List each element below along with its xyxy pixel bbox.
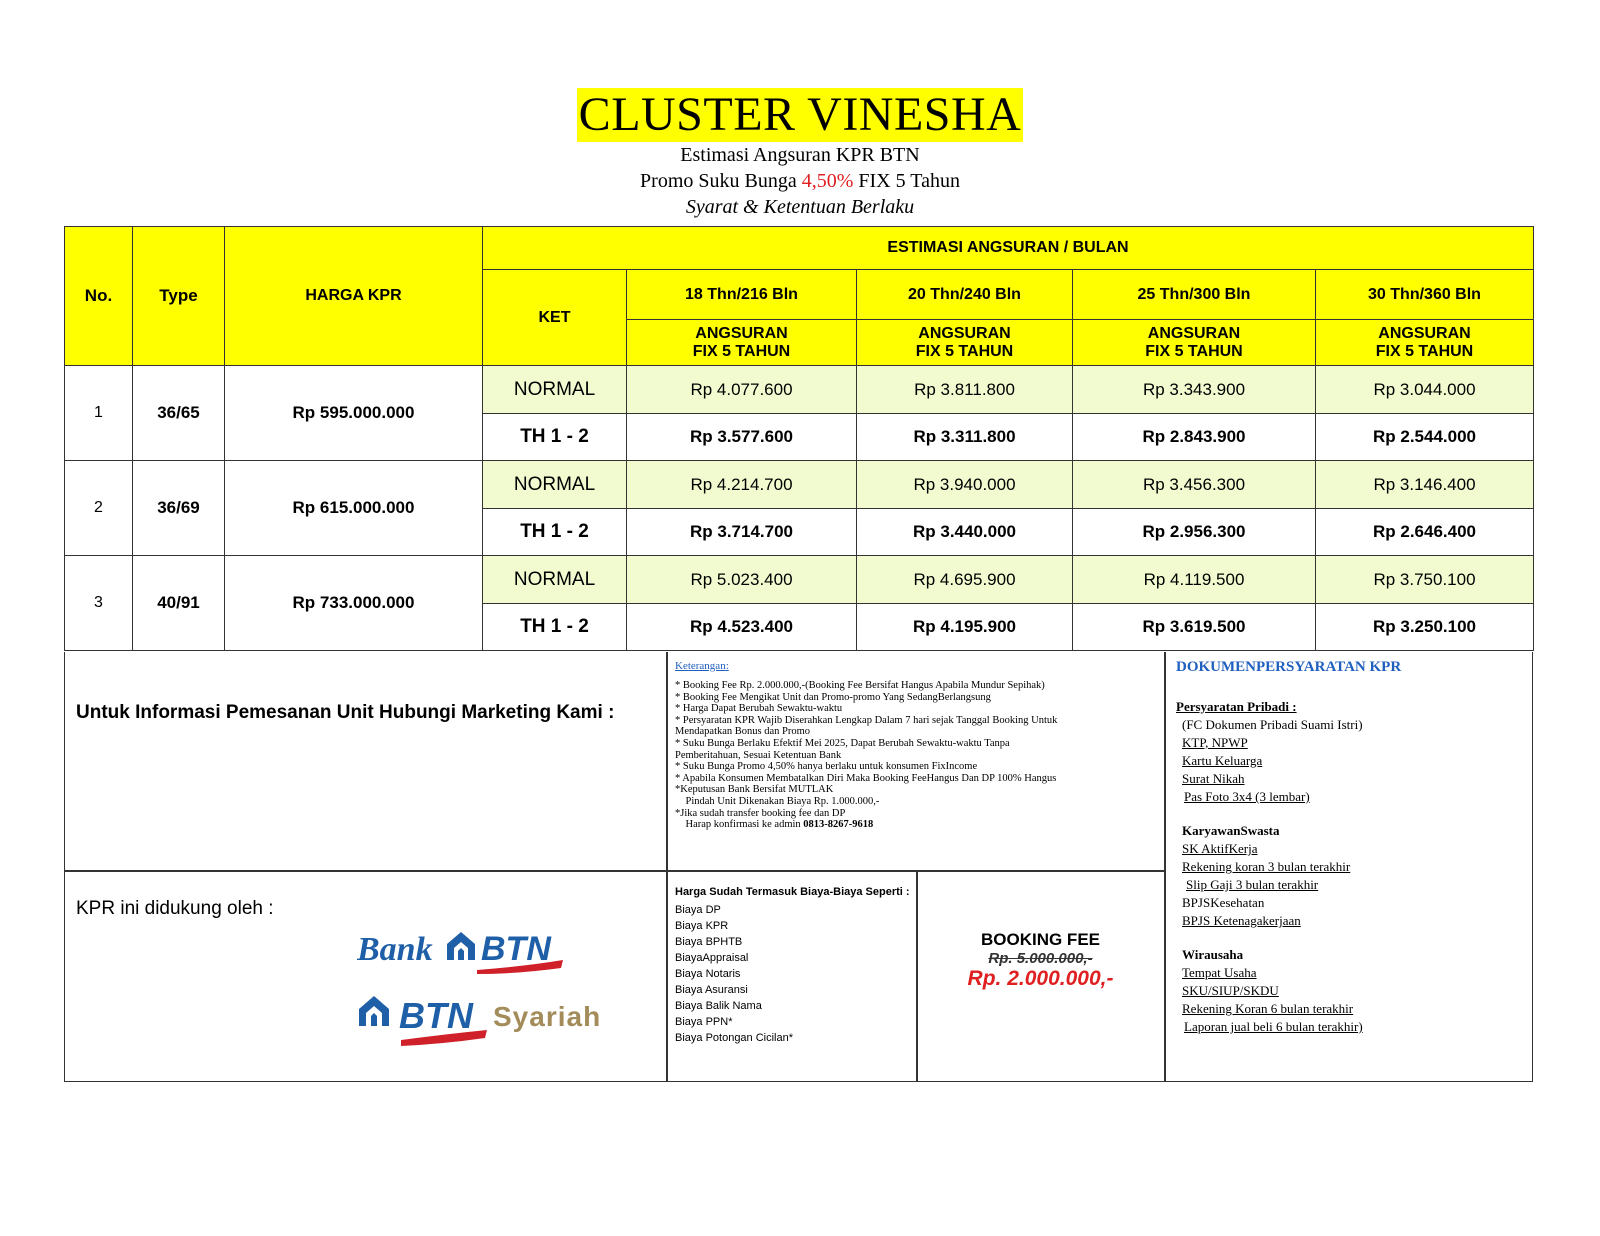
pribadi-item: KTP, NPWP — [1182, 735, 1248, 750]
cell-harga: Rp 595.000.000 — [225, 366, 483, 461]
cell-ket-th: TH 1 - 2 — [483, 509, 627, 556]
swasta-item: Rekening koran 3 bulan terakhir — [1182, 859, 1351, 874]
subtitle-promo — [0, 168, 1600, 194]
wira-item: Laporan jual beli 6 bulan terakhir) — [1184, 1019, 1363, 1034]
cell-normal: Rp 3.044.000 — [1316, 366, 1534, 414]
cell-no: 2 — [65, 461, 133, 556]
contact-text: Untuk Informasi Pemesanan Unit Hubungi Marketing Kami : — [76, 702, 615, 723]
biaya-item: Biaya Asuransi — [675, 984, 748, 996]
keterangan-line: * Suku Bunga Berlaku Efektif Mei 2025, Dapat Berubah Sewaktu-waktu Tanpa — [675, 737, 1010, 749]
angsuran-table — [64, 226, 1534, 651]
cell-ket-normal: NORMAL — [483, 366, 627, 414]
header-angsuran — [627, 320, 857, 366]
admin-phone: 0813-8267-9618 — [803, 819, 874, 831]
swasta-item: BPJSKesehatan — [1182, 895, 1265, 910]
cell-no: 1 — [65, 366, 133, 461]
biaya-item: Biaya KPR — [675, 920, 729, 932]
divider — [65, 870, 1164, 872]
wira-item: Rekening Koran 6 bulan terakhir — [1182, 1001, 1354, 1016]
btn-house-icon — [359, 996, 389, 1026]
btn-house-icon — [447, 932, 475, 960]
supported-text: KPR ini didukung oleh : — [76, 898, 274, 919]
cell-normal: Rp 3.940.000 — [857, 461, 1073, 509]
subtitle-syarat: Syarat & Ketentuan Berlaku — [685, 196, 915, 218]
header-angsuran — [1316, 320, 1534, 366]
cell-th: Rp 3.714.700 — [627, 509, 857, 556]
cell-harga: Rp 615.000.000 — [225, 461, 483, 556]
cell-th: Rp 4.195.900 — [857, 604, 1073, 651]
biaya-item: Biaya BPHTB — [675, 936, 743, 948]
cell-harga: Rp 733.000.000 — [225, 556, 483, 651]
pribadi-title: Persyaratan Pribadi : — [1176, 699, 1297, 714]
cell-th: Rp 4.523.400 — [627, 604, 857, 651]
swasta-item — [1176, 876, 1526, 894]
divider — [666, 652, 668, 1082]
page-header — [0, 88, 1600, 220]
keterangan-title-text: Keterangan — [675, 660, 726, 672]
header-tenor-25: 25 Thn/300 Bln — [1073, 270, 1316, 320]
booking-fee-old-price: Rp. 5.000.000,- — [988, 950, 1093, 967]
syariah-word: Syariah — [493, 1001, 602, 1032]
promo-rate: 4,50% — [801, 170, 854, 192]
promo-post: FIX 5 Tahun — [853, 170, 960, 192]
keterangan-line: *Jika sudah transfer booking fee dan DP — [675, 807, 846, 819]
keterangan-line: * Persyaratan KPR Wajib Diserahkan Lengkap Dalam 7 hari sejak Tanggal Booking Untuk — [675, 714, 1058, 726]
btn-word: BTN — [481, 930, 551, 968]
keterangan-line: * Booking Fee Mengikat Unit dan Promo-promo Yang SedangBerlangsung — [675, 691, 991, 703]
subtitle-kpr: Estimasi Angsuran KPR BTN — [680, 144, 920, 166]
keterangan-line: Pindah Unit Dikenakan Biaya Rp. 1.000.000,- — [675, 795, 880, 807]
biaya-item: Biaya Potongan Cicilan* — [675, 1032, 794, 1044]
divider — [1164, 652, 1166, 1082]
cell-th: Rp 3.311.800 — [857, 414, 1073, 461]
keterangan-line: * Booking Fee Rp. 2.000.000,-(Booking Fee Bersifat Hangus Apabila Mundur Sepihak) — [675, 680, 1045, 691]
page-title: CLUSTER VINESHA — [578, 88, 1022, 141]
wira-item: SKU/SIUP/SKDU — [1182, 983, 1279, 998]
cell-normal: Rp 4.695.900 — [857, 556, 1073, 604]
angsuran-label: ANGSURAN — [918, 324, 1011, 342]
header-tenor-30: 30 Thn/360 Bln — [1316, 270, 1534, 320]
pribadi-item: Kartu Keluarga — [1182, 753, 1263, 768]
cell-normal: Rp 3.750.100 — [1316, 556, 1534, 604]
cell-no: 3 — [65, 556, 133, 651]
keterangan-block — [675, 660, 1155, 831]
header-type: Type — [133, 227, 225, 366]
header-angsuran — [1073, 320, 1316, 366]
swasta-item: BPJS Ketenagakerjaan — [1182, 913, 1301, 928]
btn-syariah-logo — [357, 990, 617, 1054]
fix-label: FIX 5 TAHUN — [1145, 342, 1243, 360]
keterangan-line: * Harga Dapat Berubah Sewaktu-waktu — [675, 703, 843, 715]
keterangan-line: *Keputusan Bank Bersifat MUTLAK — [675, 784, 834, 796]
pribadi-item: Pas Foto 3x4 (3 lembar) — [1184, 789, 1310, 804]
pribadi-item: Surat Nikah — [1182, 771, 1245, 786]
cell-ket-normal: NORMAL — [483, 461, 627, 509]
cell-th: Rp 2.843.900 — [1073, 414, 1316, 461]
btn-word: BTN — [399, 995, 473, 1036]
cell-normal: Rp 4.119.500 — [1073, 556, 1316, 604]
swasta-item: SK AktifKerja — [1182, 841, 1258, 856]
biaya-block — [675, 884, 910, 1046]
fix-label: FIX 5 TAHUN — [915, 342, 1014, 360]
keterangan-line — [675, 819, 1155, 831]
keterangan-line: Pemberitahuan, Sesuai Ketentuan Bank — [675, 749, 842, 761]
biaya-item: BiayaAppraisal — [675, 952, 749, 964]
header-angsuran — [857, 320, 1073, 366]
booking-fee-price: Rp. 2.000.000,- — [967, 967, 1114, 990]
cell-normal: Rp 3.456.300 — [1073, 461, 1316, 509]
biaya-item: Biaya Notaris — [675, 968, 741, 980]
angsuran-label: ANGSURAN — [695, 324, 788, 342]
swasta-title: KaryawanSwasta — [1182, 823, 1280, 838]
dokumen-block — [1176, 658, 1526, 1036]
header-ket: KET — [483, 270, 627, 366]
keterangan-line: Mendapatkan Bonus dan Promo — [675, 726, 811, 738]
cell-normal: Rp 4.214.700 — [627, 461, 857, 509]
header-no: No. — [65, 227, 133, 366]
cell-normal: Rp 3.811.800 — [857, 366, 1073, 414]
cell-normal: Rp 3.343.900 — [1073, 366, 1316, 414]
cell-normal: Rp 3.146.400 — [1316, 461, 1534, 509]
biaya-item: Biaya DP — [675, 904, 721, 916]
biaya-item: Biaya Balik Nama — [675, 1000, 762, 1012]
booking-fee-block — [918, 930, 1163, 991]
table-row — [65, 556, 1534, 604]
booking-fee-label: BOOKING FEE — [980, 930, 1100, 949]
cell-th: Rp 2.544.000 — [1316, 414, 1534, 461]
angsuran-label: ANGSURAN — [1378, 324, 1471, 342]
cell-type: 40/91 — [133, 556, 225, 651]
bank-word: Bank — [357, 931, 433, 968]
bank-btn-logo — [357, 924, 577, 984]
cell-ket-normal: NORMAL — [483, 556, 627, 604]
keterangan-line: * Apabila Konsumen Membatalkan Diri Maka Booking FeeHangus Dan DP 100% Hangus — [675, 772, 1057, 784]
cell-normal: Rp 5.023.400 — [627, 556, 857, 604]
header-harga: HARGA KPR — [225, 227, 483, 366]
biaya-item: Biaya PPN* — [675, 1016, 733, 1028]
cell-th: Rp 3.619.500 — [1073, 604, 1316, 651]
wira-title: Wirausaha — [1182, 947, 1244, 962]
swasta-item-text: Slip Gaji 3 bulan terakhir — [1186, 877, 1319, 892]
header-tenor-18: 18 Thn/216 Bln — [627, 270, 857, 320]
table-row — [65, 366, 1534, 414]
info-section — [64, 652, 1533, 1082]
header-estimasi: ESTIMASI ANGSURAN / BULAN — [483, 227, 1534, 270]
cell-normal: Rp 4.077.600 — [627, 366, 857, 414]
keterangan-line-text: Harap konfirmasi ke admin — [675, 819, 804, 831]
fix-label: FIX 5 TAHUN — [692, 342, 791, 360]
keterangan-title: Keterangan: — [675, 660, 729, 672]
dokumen-title: DOKUMENPERSYARATAN KPR — [1176, 659, 1402, 675]
cell-th: Rp 3.440.000 — [857, 509, 1073, 556]
cell-th: Rp 2.956.300 — [1073, 509, 1316, 556]
keterangan-list — [675, 680, 1155, 831]
biaya-title: Harga Sudah Termasuk Biaya-Biaya Seperti : — [675, 886, 910, 898]
angsuran-label: ANGSURAN — [1147, 324, 1241, 342]
cell-ket-th: TH 1 - 2 — [483, 604, 627, 651]
cell-th: Rp 2.646.400 — [1316, 509, 1534, 556]
cell-th: Rp 3.250.100 — [1316, 604, 1534, 651]
wira-item: Tempat Usaha — [1182, 965, 1257, 980]
cell-type: 36/69 — [133, 461, 225, 556]
cell-ket-th: TH 1 - 2 — [483, 414, 627, 461]
fix-label: FIX 5 TAHUN — [1375, 342, 1474, 360]
pribadi-item: (FC Dokumen Pribadi Suami Istri) — [1182, 717, 1363, 732]
cell-th: Rp 3.577.600 — [627, 414, 857, 461]
cell-type: 36/65 — [133, 366, 225, 461]
header-tenor-20: 20 Thn/240 Bln — [857, 270, 1073, 320]
keterangan-line: * Suku Bunga Promo 4,50% hanya berlaku untuk konsumen FixIncome — [675, 761, 978, 773]
promo-pre: Promo Suku Bunga — [640, 170, 802, 192]
table-row — [65, 461, 1534, 509]
